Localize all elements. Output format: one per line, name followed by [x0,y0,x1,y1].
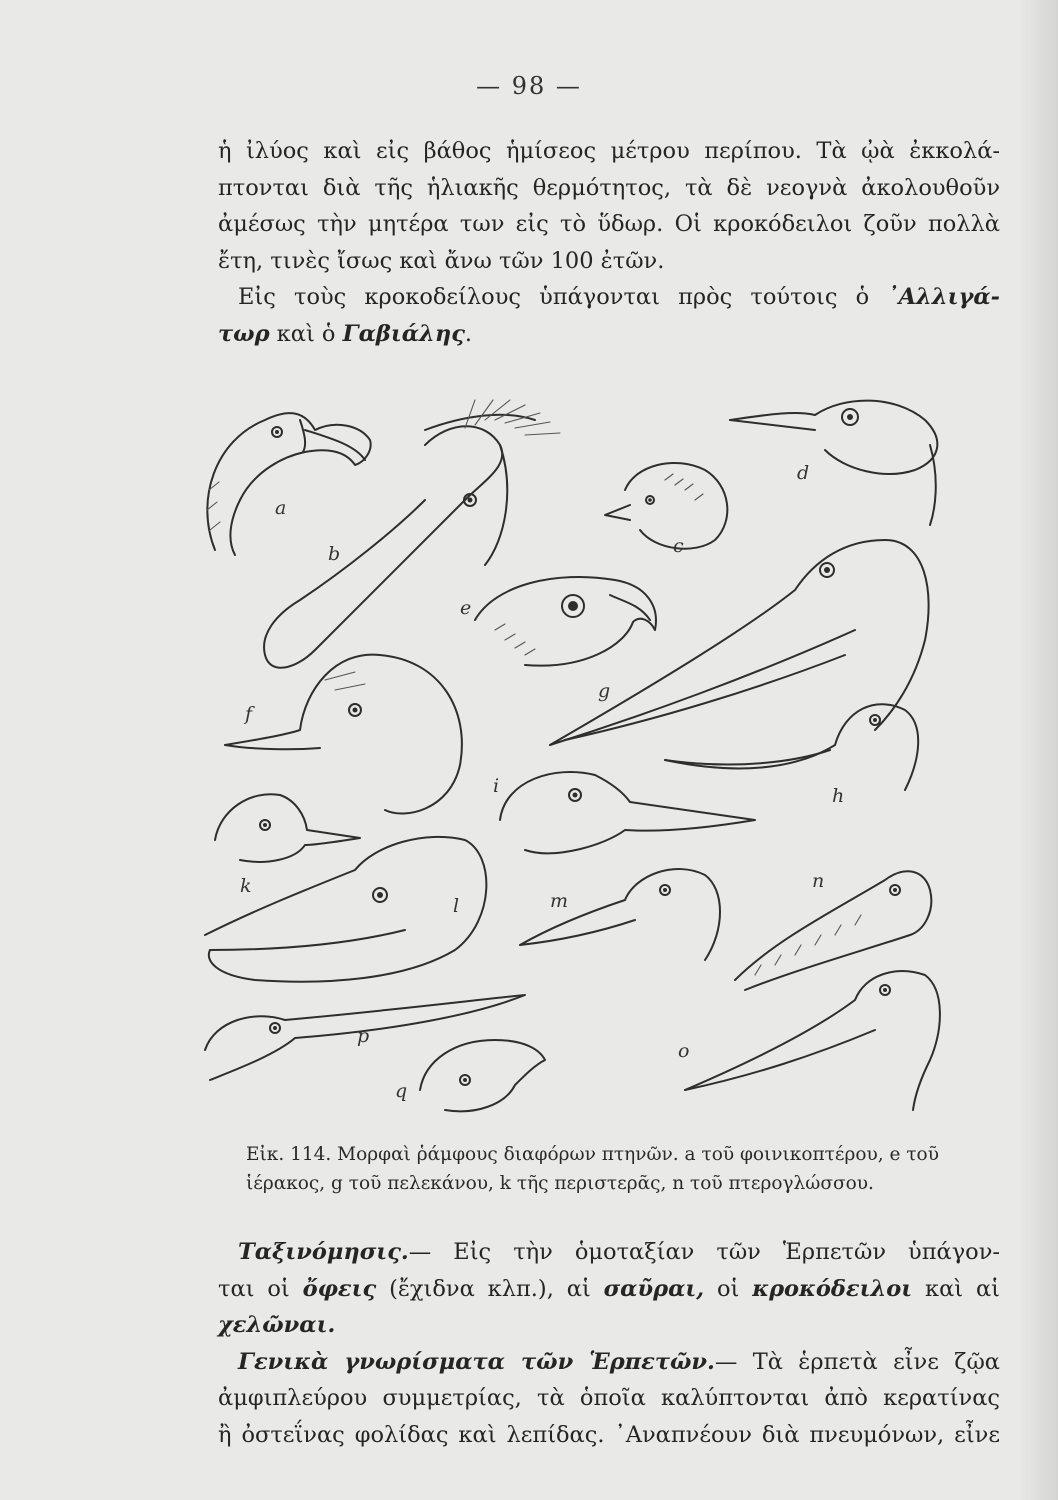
heading-classification: Ταξινόμησις. [238,1239,409,1265]
figure-letter-m: m [550,890,569,912]
text-span: — Εἰς τὴν ὁμοταξίαν τῶν Ἑρπετῶν ὑπάγον- [408,1239,1000,1265]
term-gavial: Γαβιάλης [342,320,465,347]
term-snakes: ὄφεις [302,1275,377,1302]
text-line: ἡ ἰλύος καὶ εἰς βάθος ἡμίσεος μέτρου περίπου. Τὰ ᾠὰ ἐκκολά- [218,138,1000,164]
figure-letter-d: d [797,462,810,484]
figure-letter-k: k [240,875,252,897]
text-span: . [464,320,473,347]
text-line: πτονται διὰ τῆς ἡλιακῆς θερμότητος, τὰ δὲ νεογνὰ ἀκολουθοῦν [218,174,1000,201]
head-m-stork [520,869,720,960]
head-f-merganser [225,655,462,814]
figure-letter-l: l [453,895,460,917]
head-d-warbler [730,401,937,525]
term-lizards: σαῦραι, [603,1275,705,1302]
text-line: ἔτη, τινὲς ἴσως καὶ ἄνω τῶν 100 ἐτῶν. [218,247,665,274]
text-line [218,1344,1000,1381]
figure-letter-e: e [460,597,472,619]
head-o-stork [685,971,940,1110]
figure-caption [246,1140,988,1198]
bird-beaks-figure [195,390,1005,1125]
head-i-heron [500,772,755,853]
head-g-pelican [550,540,929,745]
text-span: ται οἱ [218,1275,303,1302]
text-line: ἢ ὀστεΐνας φολίδας καὶ λεπίδας. ᾿Αναπνέουν διὰ πνευμόνων, εἶνε [218,1421,1000,1448]
top-text-block [218,133,1000,352]
caption-line: Εἰκ. 114. Μορφαὶ ῥάμφους διαφόρων πτηνῶν. a τοῦ φοινικοπτέρου, e τοῦ [246,1144,939,1165]
page-number: — 98 — [476,72,582,100]
figure-letter-c: c [673,535,684,557]
figure-letter-p: p [357,1025,370,1047]
figure-letter-o: o [678,1040,690,1062]
head-k-pigeon [215,794,360,862]
term-alligator-end: τωρ [218,320,270,347]
head-c-finch [605,463,727,549]
head-l-shoebill [205,837,486,982]
head-a-flamingo [207,413,371,555]
beak-drawings [195,390,1005,1125]
text-span: — Τὰ ἑρπετὰ εἶνε ζῷα [714,1348,1000,1375]
head-n-toucan [735,871,931,990]
text-span: (ἔχιδνα κλπ.), αἱ [376,1275,604,1302]
text-line [218,316,1000,353]
text-line [218,279,1000,316]
term-crocodiles: κροκόδειλοι [752,1275,913,1302]
heading-general-features: Γενικὰ γνωρίσματα τῶν Ἑρπετῶν. [238,1348,715,1375]
head-h-curlew [665,704,918,790]
head-q-crossbill [420,1040,545,1111]
text-span: καὶ αἱ [912,1275,1000,1302]
text-line [218,1234,1000,1271]
page-edge-shadow [1018,0,1058,1500]
figure-letter-n: n [812,870,825,892]
term-alligator: ᾿Αλλιγά- [887,284,1000,310]
figure-letter-q: q [395,1080,408,1102]
text-line: ἀμφιπλεύρου συμμετρίας, τὰ ὁποῖα καλύπτονται ἀπὸ κερατίνας [218,1385,1000,1411]
figure-letter-b: b [328,543,341,565]
figure-letter-a: a [275,497,287,519]
text-line [218,1271,1000,1308]
figure-letter-f: f [245,703,253,725]
text-span: καὶ ὁ [269,320,343,347]
figure-letter-g: g [598,680,611,702]
text-span: Εἰς τοὺς κροκοδείλους ὑπάγονται πρὸς τούτοις ὁ [238,284,888,310]
figure-letter-i: i [493,775,500,797]
head-b-spoonbill [264,400,560,668]
caption-line: ἱέρακος, g τοῦ πελεκάνου, k τῆς περιστερᾶς, n τοῦ πτερογλώσσου. [246,1173,874,1194]
text-line: ἀμέσως τὴν μητέρα των εἰς τὸ ὕδωρ. Οἱ κροκόδειλοι ζοῦν πολλὰ [218,211,1000,237]
figure-letter-h: h [832,785,845,807]
term-turtles: χελῶναι. [218,1312,336,1338]
head-e-hawk [475,577,656,666]
text-span: οἱ [704,1275,753,1302]
bottom-text-block [218,1234,1000,1453]
